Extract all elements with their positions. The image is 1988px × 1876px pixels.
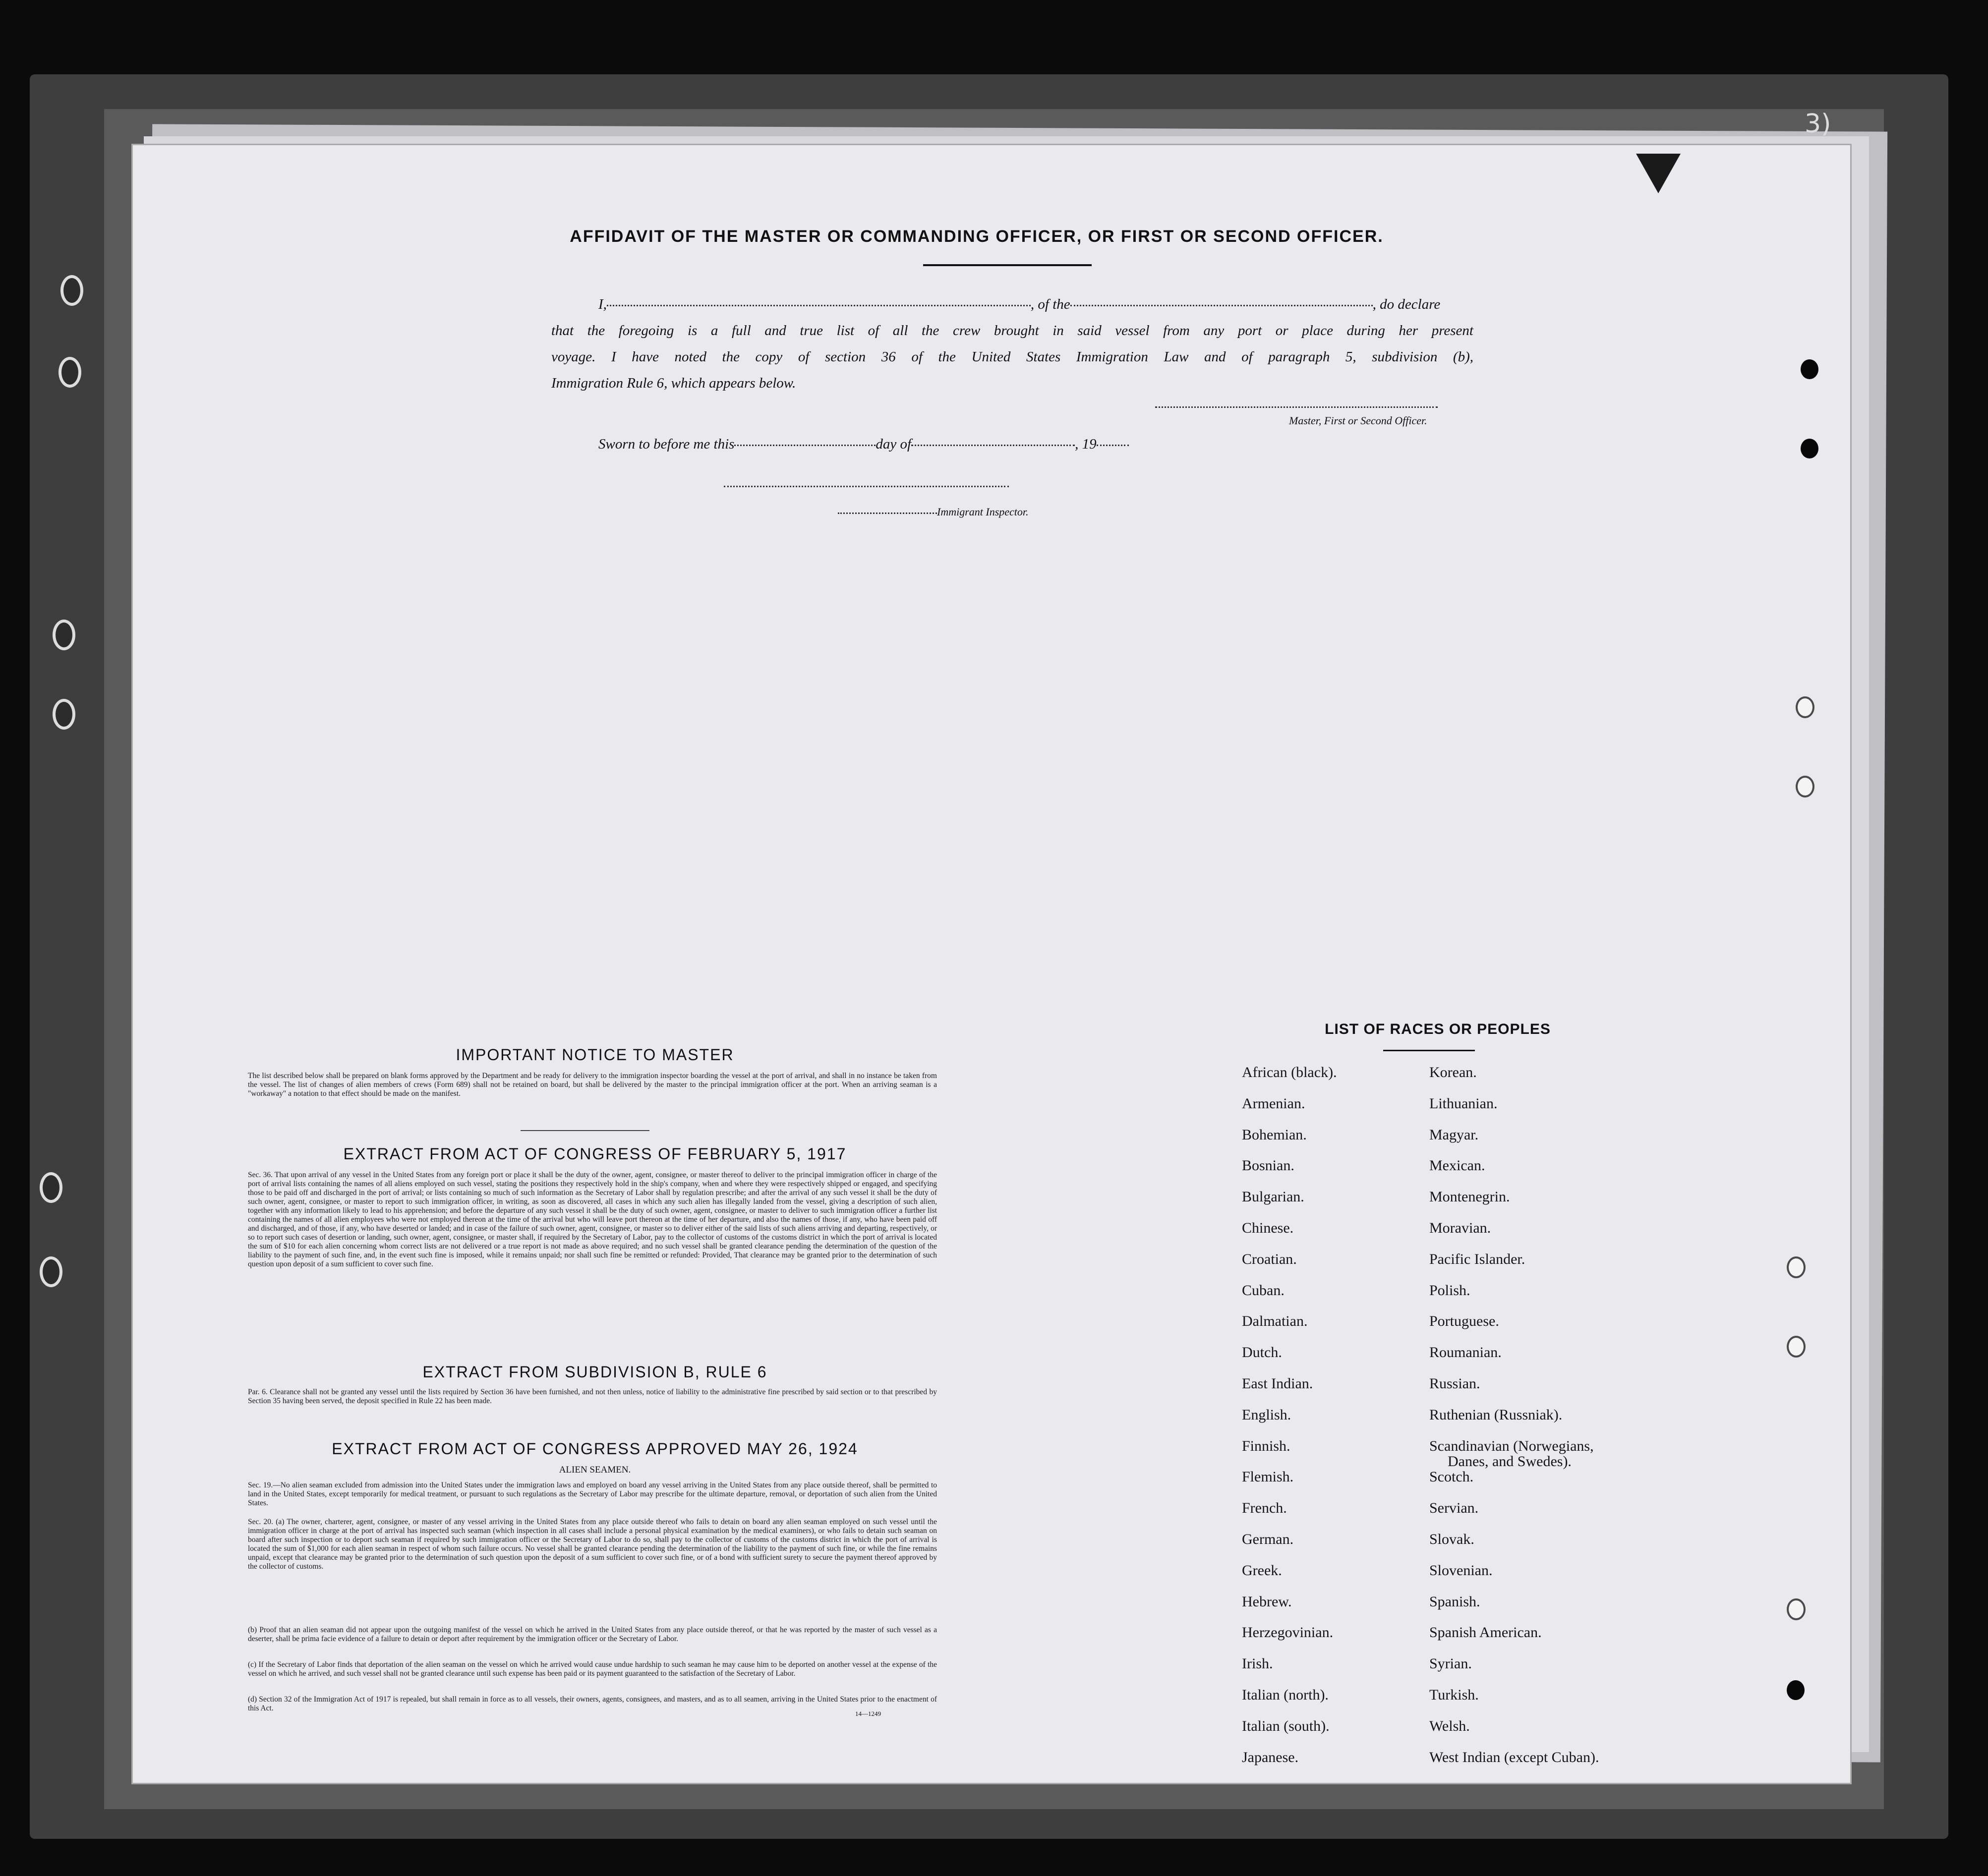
name-blank[interactable] bbox=[607, 304, 1031, 306]
punch-hole bbox=[1787, 1256, 1806, 1278]
race-item: Slovenian. bbox=[1429, 1562, 1493, 1579]
race-item: Magyar. bbox=[1429, 1126, 1479, 1143]
form-number: 14—1249 bbox=[855, 1710, 881, 1717]
race-item: Danes, and Swedes). bbox=[1448, 1453, 1572, 1470]
race-item: Italian (south). bbox=[1242, 1717, 1330, 1734]
race-item: Welsh. bbox=[1429, 1717, 1470, 1734]
race-item: Chinese. bbox=[1242, 1220, 1294, 1236]
race-item: Bulgarian. bbox=[1242, 1189, 1304, 1205]
race-item: Dutch. bbox=[1242, 1344, 1282, 1361]
race-item: Cuban. bbox=[1242, 1282, 1285, 1299]
binder-ring bbox=[40, 1172, 62, 1203]
race-item: Spanish. bbox=[1429, 1593, 1480, 1610]
binder-ring bbox=[53, 699, 75, 730]
notice-text: The list described below shall be prepared on blank forms approved by the Department and be ready for delivery to the immigration inspector boarding the vessel at the port of arrival, and shall in no instance be taken from the vessel. The list of changes of alien members of crews (Form 689) shall not be retained on board, but shall be delivered by the master to the principal immigration officer at the port. When an arriving seaman is a "workaway" a notation to that effect should be made on the manifest. bbox=[248, 1072, 937, 1098]
affidavit-line-1: I, , of the , do declare bbox=[598, 296, 1441, 312]
affidavit-line-3: voyage. I have noted the copy of section 36 of the United States Immigration Law and of paragraph 5, subdivision (b), bbox=[551, 349, 1473, 365]
inspector-signature-line[interactable] bbox=[724, 486, 1009, 487]
race-item: Flemish. bbox=[1242, 1469, 1294, 1485]
affidavit-line-4: Immigration Rule 6, which appears below. bbox=[551, 375, 796, 391]
affidavit-title: AFFIDAVIT OF THE MASTER OR COMMANDING OFFICER, OR FIRST OR SECOND OFFICER. bbox=[570, 227, 1384, 246]
corner-note: 3) bbox=[1805, 109, 1831, 139]
race-item: Roumanian. bbox=[1429, 1344, 1502, 1361]
race-item: Moravian. bbox=[1429, 1220, 1491, 1236]
sworn-line: Sworn to before me this day of , 19 bbox=[598, 436, 1129, 453]
race-item: Bohemian. bbox=[1242, 1126, 1307, 1143]
notice-title: IMPORTANT NOTICE TO MASTER bbox=[456, 1046, 734, 1064]
race-item: Scandinavian (Norwegians, bbox=[1429, 1437, 1594, 1454]
inspector-block bbox=[838, 506, 1029, 518]
extract-1917-title: EXTRACT FROM ACT OF CONGRESS OF FEBRUARY 5, 1917 bbox=[343, 1145, 847, 1163]
binder-ring bbox=[40, 1256, 62, 1287]
punch-hole bbox=[1787, 1336, 1806, 1358]
divider bbox=[521, 1130, 649, 1131]
race-item: Portuguese. bbox=[1429, 1313, 1499, 1330]
vessel-blank[interactable] bbox=[1070, 304, 1373, 306]
race-item: Spanish American. bbox=[1429, 1624, 1542, 1641]
punch-hole bbox=[1787, 1680, 1805, 1700]
race-item: Herzegovinian. bbox=[1242, 1624, 1334, 1641]
day-blank[interactable] bbox=[734, 444, 876, 446]
race-item: Lithuanian. bbox=[1429, 1095, 1498, 1112]
race-item: Japanese. bbox=[1242, 1749, 1299, 1765]
punch-hole bbox=[1796, 776, 1814, 797]
master-signature-label: Master, First or Second Officer. bbox=[1289, 414, 1427, 427]
race-item: African (black). bbox=[1242, 1064, 1337, 1080]
inspector-dots bbox=[838, 512, 937, 514]
race-item: Finnish. bbox=[1242, 1437, 1290, 1454]
punch-hole bbox=[1787, 1598, 1806, 1620]
extract-1924-title: EXTRACT FROM ACT OF CONGRESS APPROVED MAY 26, 1924 bbox=[332, 1440, 858, 1458]
race-item: Scotch. bbox=[1429, 1469, 1474, 1485]
extract-1917-text: Sec. 36. That upon arrival of any vessel in the United States from any foreign port or place it shall be the duty of the owner, agent, consignee, or master thereof to deliver to the principal immigration officer in charge of the port of arrival lists containing the names of all aliens employed on such vessel, stating the positions they respectively hold in the ship's company, when and where they were respectively shipped or engaged, and specifying those to be paid off and discharged in the port of arrival; or lists containing so much of such information as the Secretary of Labor shall by regulation prescribe; and after the arrival of any such vessel it shall be the duty of such owner, agent, consignee, or master to report to such immigration officer, in writing, as soon as discovered, all cases in which any such alien has illegally landed from the vessel, giving a description of such alien, together with any information likely to lead to his apprehension; and before the departure of any such vessel it shall be the duty of such owner, agent, consignee, or master to deliver to such immigration officer a further list containing the names of all alien employees who were not employed thereon at the time of the arrival but who will leave port thereon at the time of her departure, and also the names of those, if any, who have been paid off and discharged, and of those, if any, who have deserted or landed; and in case of the failure of such owner, agent, consignee, or master so to deliver either of the said lists of such aliens arriving and departing, respectively, or so to report such cases of desertion or landing, such owner, agent, consignee, or master shall, if required by the Secretary of Labor, pay to the collector of customs of the customs district in which the port of arrival is located the sum of $10 for each alien concerning whom correct lists are not delivered or a true report is not made as above required; and no such vessel shall be granted clearance pending the determination of the question of the liability to the payment of such fine, and, in the event such fine is imposed, while it remains unpaid; nor shall such fine be remitted or refunded: Provided, That clearance may be granted prior to the determination of such question upon deposit of a sum sufficient to cover such fine. bbox=[248, 1171, 937, 1268]
races-title: LIST OF RACES OR PEOPLES bbox=[1325, 1021, 1551, 1037]
month-blank[interactable] bbox=[911, 444, 1075, 446]
inspector-label: Immigrant Inspector. bbox=[937, 506, 1029, 518]
race-item: Pacific Islander. bbox=[1429, 1251, 1525, 1267]
race-item: Bosnian. bbox=[1242, 1157, 1294, 1174]
race-item: English. bbox=[1242, 1406, 1291, 1423]
race-item: Montenegrin. bbox=[1429, 1189, 1510, 1205]
year-blank[interactable] bbox=[1097, 444, 1129, 446]
punch-hole bbox=[1801, 359, 1818, 379]
race-item: Russian. bbox=[1429, 1375, 1480, 1392]
race-item: French. bbox=[1242, 1500, 1287, 1517]
master-signature-line[interactable] bbox=[1155, 406, 1438, 408]
race-item: Armenian. bbox=[1242, 1095, 1305, 1112]
race-item: Hebrew. bbox=[1242, 1593, 1292, 1610]
binder-ring bbox=[60, 275, 83, 306]
extract-rule6-text: Par. 6. Clearance shall not be granted any vessel until the lists required by Section 36 have been furnished, and not then unless, notice of liability to the administrative fine prescribed by said section or to that prescribed by Section 35 having been served, the deposit specified in Rule 22 has been made. bbox=[248, 1388, 937, 1405]
extract-1924-sec20b: (b) Proof that an alien seaman did not appear upon the outgoing manifest of the vessel on which he arrived in the United States from any place outside thereof, or that he was reported by the master of such vessel as a deserter, shall be prima facie evidence of a failure to detain or deport after requirement by the immigration officer or the Secretary of Labor. bbox=[248, 1626, 937, 1643]
race-item: Irish. bbox=[1242, 1655, 1273, 1672]
affidavit-body bbox=[551, 291, 1473, 397]
race-item: West Indian (except Cuban). bbox=[1429, 1749, 1599, 1765]
extract-1924-sec19: Sec. 19.—No alien seaman excluded from admission into the United States under the immigration laws and employed on board any vessel arriving in the United States from any place outside thereof, shall be permitted to land in the United States, except temporarily for medical treatment, or pursuant to such regulations as the Secretary of Labor may prescribe for the ultimate departure, removal, or deportation of such alien from the United States. bbox=[248, 1481, 937, 1507]
race-item: Croatian. bbox=[1242, 1251, 1297, 1267]
race-item: Dalmatian. bbox=[1242, 1313, 1308, 1330]
race-item: East Indian. bbox=[1242, 1375, 1313, 1392]
extract-1924-subtitle: ALIEN SEAMEN. bbox=[559, 1465, 631, 1475]
race-item: Mexican. bbox=[1429, 1157, 1485, 1174]
title-underline bbox=[923, 264, 1092, 266]
race-item: Ruthenian (Russniak). bbox=[1429, 1406, 1563, 1423]
punch-hole bbox=[1801, 439, 1818, 458]
extract-1924-sec20a: Sec. 20. (a) The owner, charterer, agent, consignee, or master of any vessel arriving in the United States from any place outside thereof who fails to detain on board any alien seaman employed on such vessel until the immigration officer in charge at the port of arrival has inspected such seaman (which inspection in all cases shall include a personal physical examination by the medical examiners), or who fails to detain such seaman on board after such inspection or to deport such seaman if required by such immigration officer or the Secretary of Labor to do so, shall pay to the collector of customs of the customs district in which the port of arrival is located the sum of $1,000 for each alien seaman in respect of whom such failure occurs. No vessel shall be granted clearance pending the determination of the liability to the payment of such fine, or while the fine remains unpaid, except that clearance may be granted prior to the determination of such question upon the deposit of a sum sufficient to cover such fine, or of a bond with sufficient surety to secure the payment thereof approved by the collector of customs. bbox=[248, 1518, 937, 1571]
binder-ring bbox=[53, 620, 75, 650]
affidavit-line-2: that the foregoing is a full and true list of all the crew brought in said vessel from any port or place during her present bbox=[551, 323, 1473, 339]
race-item: Polish. bbox=[1429, 1282, 1470, 1299]
race-item: Turkish. bbox=[1429, 1687, 1479, 1703]
punch-hole bbox=[1796, 696, 1814, 718]
race-item: Slovak. bbox=[1429, 1531, 1474, 1547]
race-item: Servian. bbox=[1429, 1500, 1479, 1517]
race-item: Greek. bbox=[1242, 1562, 1282, 1579]
race-item: German. bbox=[1242, 1531, 1294, 1547]
races-title-underline bbox=[1383, 1050, 1475, 1051]
race-item: Korean. bbox=[1429, 1064, 1477, 1080]
race-item: Italian (north). bbox=[1242, 1687, 1329, 1703]
extract-rule6-title: EXTRACT FROM SUBDIVISION B, RULE 6 bbox=[422, 1363, 767, 1381]
race-item: Syrian. bbox=[1429, 1655, 1472, 1672]
binder-ring bbox=[58, 357, 81, 388]
extract-1924-sec20d: (d) Section 32 of the Immigration Act of 1917 is repealed, but shall remain in force as to all vessels, their owners, agents, consignees, and masters, and as to all seamen, arriving in the United States prior to the enactment of this Act. bbox=[248, 1695, 937, 1712]
extract-1924-sec20c: (c) If the Secretary of Labor finds that deportation of the alien seaman on the vessel on which he arrived would cause undue hardship to such seaman he may cause him to be deported on another vessel at the expense of the vessel on which he arrived, and such vessel shall not be granted clearance until such expense has been paid or its payment guaranteed to the satisfaction of the Secretary of Labor. bbox=[248, 1660, 937, 1678]
